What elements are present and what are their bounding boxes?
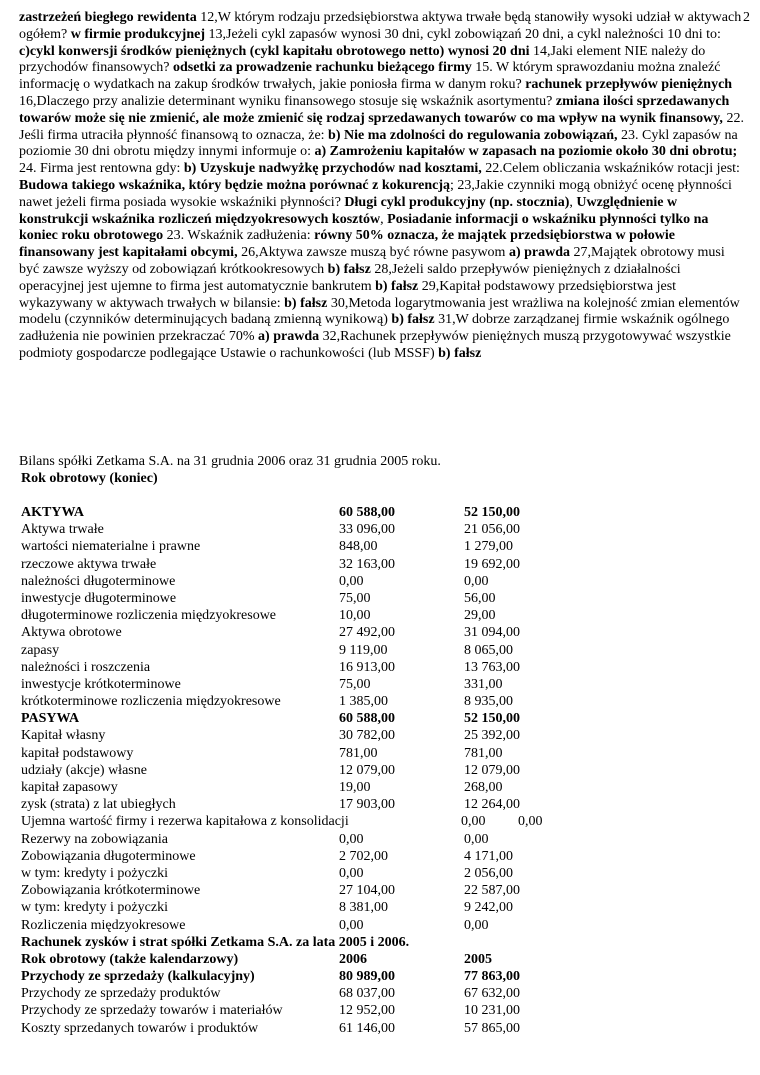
row-value-2005: 781,00: [464, 745, 503, 761]
row-label: Przychody ze sprzedaży towarów i materiałów: [21, 1003, 283, 1019]
answer-text: b) fałsz: [327, 261, 371, 277]
questions-paragraph: [19, 10, 747, 363]
row-value-2006: 19,00: [339, 780, 371, 795]
question-text: ,: [569, 194, 577, 210]
table-row: [21, 538, 741, 555]
answer-text: rachunek przepływów pieniężnych: [525, 77, 733, 93]
row-value-2005: 52 150,00: [464, 505, 520, 520]
row-value-2005: 10 231,00: [464, 1003, 520, 1019]
table-row: [21, 710, 741, 727]
row-value-2006: 32 163,00: [339, 556, 395, 572]
row-value-2005: 2 056,00: [464, 865, 513, 881]
row-label: w tym: kredyty i pożyczki: [21, 865, 168, 881]
answer-text: b) Uzyskuje nadwyżkę przychodów nad kosztami,: [183, 161, 482, 177]
table-row: [21, 831, 741, 848]
row-value-2005: 21 056,00: [464, 522, 520, 538]
answer-text: Uwzględnienie w konstrukcji wskaźnika rozliczeń międzyokresowych kosztów: [19, 194, 678, 227]
row-value-2006: 60 588,00: [339, 505, 395, 520]
row-value-2006: 0,00: [339, 865, 364, 881]
question-text: 23. Wskaźnik zadłużenia:: [163, 228, 315, 244]
row-label: Ujemna wartość firmy i rezerwa kapitałowa z konsolidacji: [21, 814, 349, 830]
row-value-2006: 33 096,00: [339, 522, 395, 538]
answer-text: Długi cykl produkcyjny (np. stocznia): [344, 194, 570, 210]
row-label: Aktywa trwałe: [21, 522, 104, 538]
table-row: [21, 659, 741, 676]
row-label: Przychody ze sprzedaży (kalkulacyjny): [21, 969, 255, 985]
row-value-2006: 0,00: [461, 814, 486, 830]
answer-text: b) fałsz: [391, 312, 435, 328]
row-label: PASYWA: [21, 711, 80, 727]
row-label: zysk (strata) z lat ubiegłych: [21, 797, 176, 813]
answer-text: w firmie produkcyjnej: [70, 26, 206, 42]
answer-text: a) prawda: [508, 245, 571, 261]
question-text: 30,Metoda logarytmowania jest wrażliwa na kolejność zmian elementów modelu (czynników determinujących badaną zmienną wynikową): [19, 295, 740, 328]
row-value-2006: 61 146,00: [339, 1020, 395, 1036]
row-label: kapitał podstawowy: [21, 745, 134, 761]
row-label: należności długoterminowe: [21, 573, 176, 589]
question-text: 22.Celem obliczania wskaźników rotacji jest:: [481, 161, 740, 177]
answer-text: odsetki za prowadzenie rachunku bieżącego firmy: [172, 60, 472, 76]
table-row: [21, 934, 741, 951]
row-value-2006: 0,00: [339, 917, 364, 933]
row-value-2006: 27 492,00: [339, 625, 395, 641]
row-value-2006: 75,00: [339, 676, 371, 692]
financial-table: [21, 504, 741, 1037]
answer-text: c)cykl konwersji środków pieniężnych (cykl kapitału obrotowego netto) wynosi 20 dni: [19, 43, 530, 59]
row-value-2006: 12 952,00: [339, 1003, 395, 1019]
table-row: [21, 865, 741, 882]
question-text: 23. Cykl zapasów na poziomie 30 dni obrotu między innymi informuje o:: [19, 127, 738, 160]
row-value-2006: 848,00: [339, 539, 378, 555]
row-value-2005: 4 171,00: [464, 848, 513, 864]
row-value-2005: 13 763,00: [464, 659, 520, 675]
question-text: 31,W dobrze zarządzanej firmie wskaźnik ogólnego zadłużenia nie powinien przekraczać 70%: [19, 312, 730, 345]
row-label: długoterminowe rozliczenia międzyokresowe: [21, 608, 277, 624]
balance-subcaption: Rok obrotowy (koniec): [21, 471, 158, 486]
row-label: należności i roszczenia: [21, 659, 151, 675]
row-value-2006: 0,00: [339, 831, 364, 847]
table-row: [21, 624, 741, 641]
row-label: inwestycje krótkoterminowe: [21, 676, 181, 692]
row-label: Rachunek zysków i strat spółki Zetkama S.A. za lata 2005 i 2006.: [21, 934, 410, 950]
question-text: 28,Jeżeli saldo przepływów pieniężnych z działalności operacyjnej jest ujemne to firma jest automatycznie bankrutem: [19, 261, 681, 294]
row-value-2005: 8 935,00: [464, 694, 513, 710]
question-text: 13,Jeżeli cykl zapasów wynosi 30 dni, cykl zobowiązań 20 dni, a cykl należności 10 dni to:: [205, 26, 721, 42]
row-label: Rok obrotowy (także kalendarzowy): [21, 951, 239, 967]
question-text: ,: [380, 211, 388, 227]
row-value-2005: 0,00: [518, 814, 543, 830]
question-text: ; 23,Jakie czynniki mogą obniżyć ocenę płynności nawet jeżeli firma posiada wysokie wskaźniki płynności?: [19, 177, 732, 210]
row-value-2006: 1 385,00: [339, 694, 388, 710]
answer-text: równy 50% oznacza, że majątek przedsiębiorstwa w połowie finansowany jest kapitałami obcymi,: [19, 228, 675, 261]
answer-text: b) Nie ma zdolności do regulowania zobowiązań,: [328, 127, 618, 143]
table-row: [21, 521, 741, 538]
row-label: AKTYWA: [21, 505, 85, 520]
table-row: [21, 985, 741, 1002]
row-value-2006: 80 989,00: [339, 969, 395, 985]
row-label: wartości niematerialne i prawne: [21, 539, 201, 555]
row-label: rzeczowe aktywa trwałe: [21, 556, 157, 572]
table-row: [21, 1020, 741, 1037]
row-value-2006: 16 913,00: [339, 659, 395, 675]
row-value-2005: 8 065,00: [464, 642, 513, 658]
row-value-2006: 9 119,00: [339, 642, 388, 658]
row-label: w tym: kredyty i pożyczki: [21, 900, 168, 916]
answer-text: zmiana ilości sprzedawanych towarów może się nie zmienić, ale może zmienić się rodzaj sprzedawanych towarów co ma wpływ na wynik finansowy,: [19, 93, 730, 126]
answer-text: b) fałsz: [375, 278, 419, 294]
row-value-2005: 0,00: [464, 831, 489, 847]
row-label: krótkoterminowe rozliczenia międzyokresowe: [21, 694, 281, 710]
question-text: 29,Kapitał podstawowy przedsiębiorstwa jest wykazywany w aktywach trwałych w bilansie:: [19, 278, 677, 311]
row-label: Koszty sprzedanych towarów i produktów: [21, 1020, 259, 1036]
table-row: [21, 796, 741, 813]
question-text: 32,Rachunek przepływów pieniężnych muszą przygotowywać wszystkie podmioty gospodarcze podlegające Ustawie o rachunkowości (lub MSSF): [19, 329, 731, 361]
table-row: [21, 779, 741, 796]
row-value-2005: 56,00: [464, 590, 496, 606]
page-number: 2: [743, 10, 750, 25]
question-text: 15. W którym sprawozdaniu można znaleźć informację o wydatkach na zakup środków trwałych, jakie poniosła firma w danym roku?: [19, 60, 721, 93]
row-value-2005: 0,00: [464, 573, 489, 589]
row-label: Kapitał własny: [21, 728, 106, 744]
row-value-2006: 12 079,00: [339, 762, 395, 778]
row-value-2005: 1 279,00: [464, 539, 513, 555]
question-text: 26,Aktywa zawsze muszą być równe pasywom: [237, 245, 509, 261]
row-value-2005: 22 587,00: [464, 883, 520, 899]
table-row: [21, 676, 741, 693]
row-value-2005: 19 692,00: [464, 556, 520, 572]
table-row: [21, 968, 741, 985]
row-value-2006: 781,00: [339, 745, 378, 761]
answer-text: Posiadanie informacji o wskaźniku płynności tylko na koniec roku obrotowego: [19, 211, 709, 244]
question-text: 22. Jeśli firma utraciła płynność finansową to oznacza, że:: [19, 110, 744, 143]
table-row: [21, 813, 741, 830]
row-label: Rozliczenia międzyokresowe: [21, 917, 186, 933]
row-value-2006: 27 104,00: [339, 883, 395, 899]
table-row: [21, 917, 741, 934]
row-label: Zobowiązania długoterminowe: [21, 848, 196, 864]
question-text: 14,Jaki element NIE należy do przychodów finansowych?: [19, 43, 706, 76]
question-text: 24. Firma jest rentowna gdy:: [19, 161, 184, 177]
table-row: [21, 556, 741, 573]
row-label: zapasy: [21, 642, 60, 658]
row-value-2005: 29,00: [464, 608, 496, 624]
row-value-2005: 12 079,00: [464, 762, 520, 778]
row-value-2006: 2 702,00: [339, 848, 388, 864]
table-row: [21, 727, 741, 744]
answer-text: zastrzeżeń biegłego rewidenta: [19, 10, 197, 25]
row-label: inwestycje długoterminowe: [21, 590, 177, 606]
row-value-2005: 268,00: [464, 780, 503, 795]
table-row: [21, 745, 741, 762]
table-row: [21, 607, 741, 624]
row-value-2006: 60 588,00: [339, 711, 395, 727]
answer-text: Budowa takiego wskaźnika, który będzie można porównać z kokurencją: [19, 177, 451, 193]
table-row: [21, 848, 741, 865]
row-value-2006: 8 381,00: [339, 900, 388, 916]
row-value-2006: 10,00: [339, 608, 371, 624]
answer-text: a) prawda: [258, 329, 320, 345]
answer-text: b) fałsz: [284, 295, 328, 311]
table-row: [21, 590, 741, 607]
table-row: [21, 882, 741, 899]
row-value-2005: 52 150,00: [464, 711, 520, 727]
row-value-2006: 30 782,00: [339, 728, 395, 744]
table-row: [21, 504, 741, 521]
table-row: [21, 573, 741, 590]
table-row: [21, 899, 741, 916]
balance-caption: Bilans spółki Zetkama S.A. na 31 grudnia 2006 oraz 31 grudnia 2005 roku.: [19, 454, 441, 469]
row-value-2005: 25 392,00: [464, 728, 520, 744]
table-row: [21, 951, 741, 968]
row-value-2005: 9 242,00: [464, 900, 513, 916]
row-label: Zobowiązania krótkoterminowe: [21, 883, 201, 899]
row-value-2006: 0,00: [339, 573, 364, 589]
row-label: Przychody ze sprzedaży produktów: [21, 986, 221, 1002]
row-value-2005: 31 094,00: [464, 625, 520, 641]
answer-text: b) fałsz: [438, 345, 482, 361]
table-row: [21, 762, 741, 779]
row-value-2005: 331,00: [464, 676, 503, 692]
table-row: [21, 693, 741, 710]
row-label: udziały (akcje) własne: [21, 762, 147, 778]
table-row: [21, 1002, 741, 1019]
row-label: kapitał zapasowy: [21, 780, 118, 795]
row-value-2006: 75,00: [339, 590, 371, 606]
answer-text: a) Zamrożeniu kapitałów w zapasach na poziomie około 30 dni obrotu;: [314, 144, 738, 160]
row-value-2005: 57 865,00: [464, 1020, 520, 1036]
row-value-2005: 2005: [464, 951, 492, 967]
table-row: [21, 642, 741, 659]
question-text: 12,W którym rodzaju przedsiębiorstwa aktywa trwałe będą stanowiły wysoki udział w aktywach ogółem?: [19, 10, 742, 42]
row-value-2006: 17 903,00: [339, 797, 395, 813]
row-value-2005: 67 632,00: [464, 986, 520, 1002]
row-label: Rezerwy na zobowiązania: [21, 831, 168, 847]
row-label: Aktywa obrotowe: [21, 625, 122, 641]
question-text: 27,Majątek obrotowy musi być zawsze wyższy od zobowiązań krótkookresowych: [19, 245, 725, 277]
question-text: 16,Dlaczego przy analizie determinant wyniku finansowego stosuje się wskaźnik asortymentu?: [19, 93, 556, 109]
row-value-2005: 77 863,00: [464, 969, 520, 985]
row-value-2005: 0,00: [464, 917, 489, 933]
row-value-2005: 12 264,00: [464, 797, 520, 813]
row-value-2006: 68 037,00: [339, 986, 395, 1002]
row-value-2006: 2006: [339, 951, 367, 967]
